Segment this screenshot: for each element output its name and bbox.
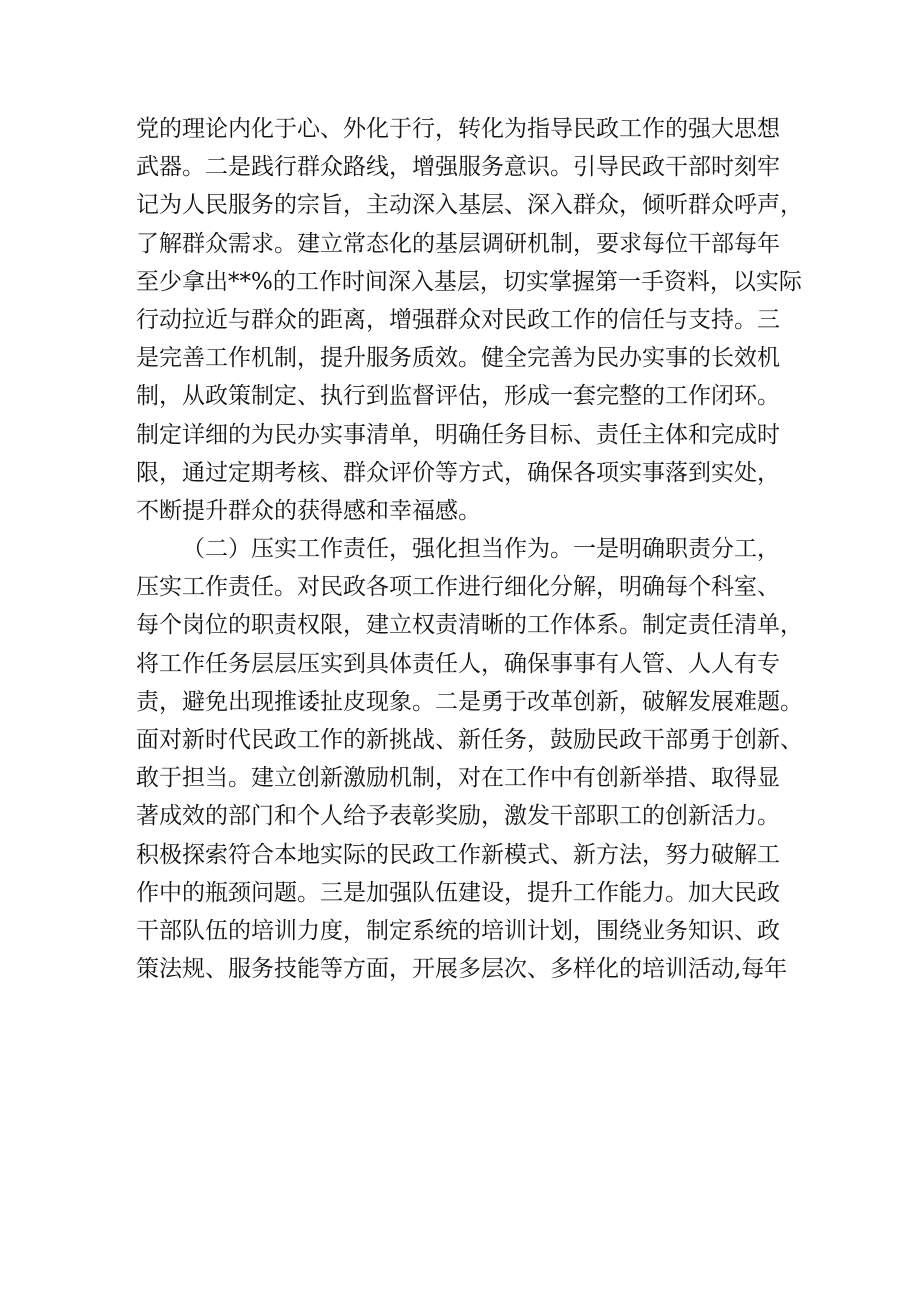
text-line-8: 制，从政策制定、执行到监督评估，形成一套完整的工作闭环。 (136, 383, 780, 410)
section-heading-line: （二）压实工作责任，强化担当作为。一是明确职责分工， (182, 536, 780, 563)
text-line-3: 记为人民服务的宗旨，主动深入基层、深入群众，倾听群众呼声， (136, 192, 803, 219)
text-line-15: 将工作任务层层压实到具体责任人，确保事事有人管、人人有专 (136, 650, 780, 677)
text-line-20: 积极探索符合本地实际的民政工作新模式、新方法，努力破解工 (136, 841, 780, 868)
text-line-10: 限，通过定期考核、群众评价等方式，确保各项实事落到实处， (136, 459, 780, 486)
text-line-5: 至少拿出**%的工作时间深入基层，切实掌握第一手资料，以实际 (136, 268, 802, 295)
body-text (136, 110, 803, 988)
text-line-18: 敢于担当。建立创新激励机制，对在工作中有创新举措、取得显 (136, 765, 780, 792)
text-line-16: 责，避免出现推诿扯皮现象。二是勇于改革创新，破解发展难题。 (136, 688, 803, 715)
text-line-1: 党的理论内化于心、外化于行，转化为指导民政工作的强大思想 (136, 116, 780, 142)
text-line-21: 作中的瓶颈问题。三是加强队伍建设，提升工作能力。加大民政 (136, 879, 780, 906)
text-line-23: 策法规、服务技能等方面，开展多层次、多样化的培训活动,每年 (136, 956, 788, 983)
text-line-13: 压实工作责任。对民政各项工作进行细化分解，明确每个科室、 (136, 574, 780, 601)
text-line-4: 了解群众需求。建立常态化的基层调研机制，要求每位干部每年 (136, 230, 780, 257)
text-line-14: 每个岗位的职责权限，建立权责清晰的工作体系。制定责任清单， (136, 612, 803, 639)
text-line-9: 制定详细的为民办实事清单，明确任务目标、责任主体和完成时 (136, 421, 780, 448)
text-line-2: 武器。二是践行群众路线，增强服务意识。引导民政干部时刻牢 (136, 154, 780, 181)
text-line-7: 是完善工作机制，提升服务质效。健全完善为民办实事的长效机 (136, 345, 780, 372)
text-line-6: 行动拉近与群众的距离，增强群众对民政工作的信任与支持。三 (136, 306, 780, 333)
text-line-11: 不断提升群众的获得感和幸福感。 (136, 497, 481, 524)
text-line-17: 面对新时代民政工作的新挑战、新任务，鼓励民政干部勇于创新、 (136, 727, 803, 753)
text-line-19: 著成效的部门和个人给予表彰奖励，激发干部职工的创新活力。 (136, 803, 780, 830)
text-line-22: 干部队伍的培训力度，制定系统的培训计划，围绕业务知识、政 (136, 917, 780, 944)
